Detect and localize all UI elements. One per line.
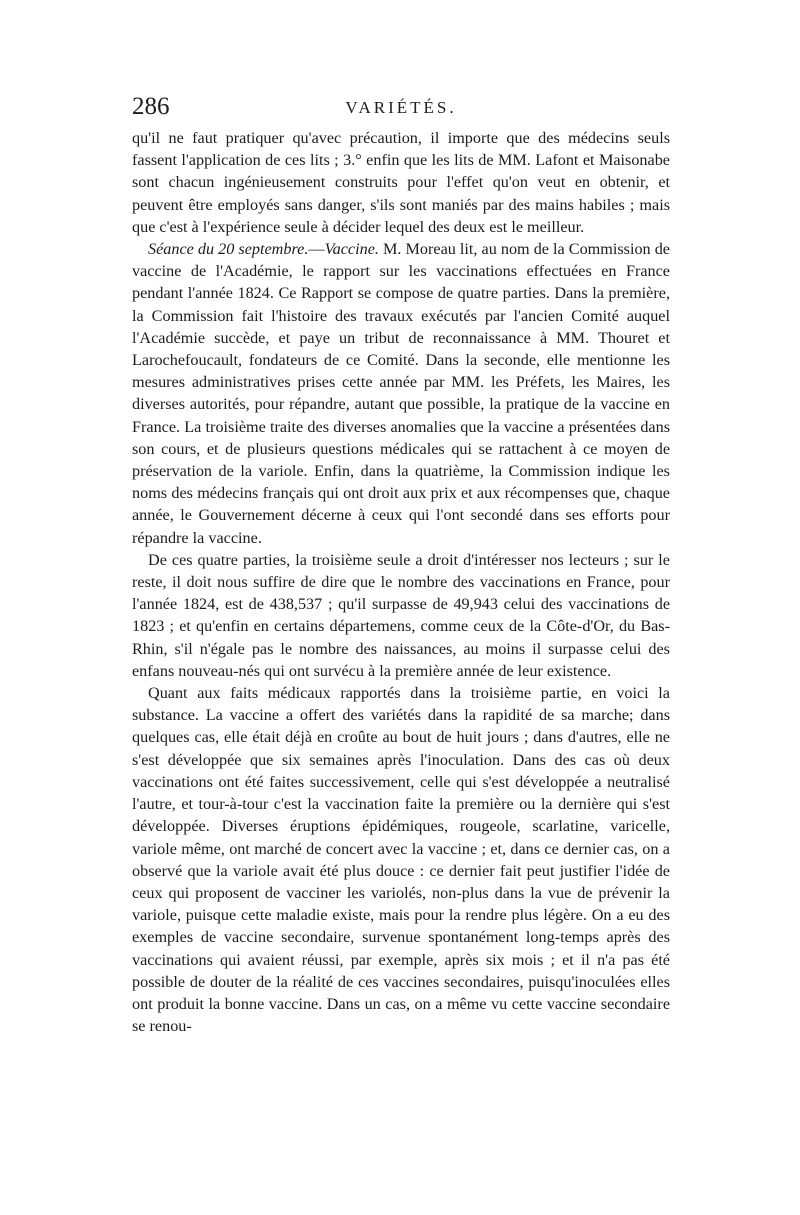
session-dash: — — [308, 240, 325, 259]
paragraph-statistics: De ces quatre parties, la troisième seule a droit d'intéresser nos lecteurs ; sur le reste, il doit nous suffire de dire que le nombre des vaccinations en France, pour l'année 1824, est de 438,537 ; qu'il surpasse de 49,943 celui des vaccinations de 1823 ; et qu'enfin en certains départemens, comme ceux de la Côte-d'Or, du Bas-Rhin, s'il n'égale pas le nombre des naissances, au moins il surpasse celui des enfans nouveau-nés qui ont survécu à la première année de leur existence. — [132, 550, 670, 680]
session-text: M. Moreau lit, au nom de la Commission de vaccine de l'Académie, le rapport sur les vaccinations effectuées en France pendant l'année 1824. Ce Rapport se compose de quatre parties. Dans la première, la Commission fait l'histoire des travaux exécutés par l'ancien Comité auquel l'Académie succède, et paye un tribut de reconnaissance à MM. Thouret et Larochefoucault, fondateurs de ce Comité. Dans la seconde, elle mentionne les mesures administratives prises cette année par MM. les Préfets, les Maires, les diverses autorités, pour répandre, autant que possible, la pratique de la vaccine en France. La troisième traite des diverses anomalies que la vaccine a présentées dans son cours, et de plusieurs questions médicales qui se rattachent à ce moyen de préservation de la variole. Enfin, dans la quatrième, la Commission indique les noms des médecins français qui ont droit aux prix et aux récompenses que, chaque année, le Gouvernement décerne à ceux qui l'ont secondé dans ses efforts pour répandre la vaccine. — [132, 240, 670, 547]
paragraph-medical-facts: Quant aux faits médicaux rapportés dans la troisième partie, en voici la substance. La vaccine a offert des variétés dans la rapidité de sa marche; dans quelques cas, elle était déjà en croûte au bout de huit jours ; dans d'autres, elle ne s'est développée que six semaines après l'inoculation. Dans des cas où deux vaccinations ont été faites successivement, celle qui s'est développée a neutralisé l'autre, et tour-à-tour c'est la vaccination faite la première ou la dernière qui s'est développée. Diverses éruptions épidémiques, rougeole, scarlatine, varicelle, variole même, ont marché de concert avec la vaccine ; et, dans ce dernier cas, on a observé que la variole avait été plus douce : ce dernier fait peut justifier l'idée de ceux qui proposent de vacciner les variolés, non-plus dans la vue de prévenir la variole, puisque cette maladie existe, mais pour la rendre plus légère. On a eu des exemples de vaccine secondaire, survenue spontanément long-temps après des vaccinations qui avaient réussi, par exemple, après six mois ; et il n'a pas été possible de douter de la réalité de ces vaccines secondaires, puisqu'inoculées elles ont produit la bonne vaccine. Dans un cas, on a même vu cette vaccine secondaire se renou- — [132, 684, 670, 1036]
session-date: Séance du 20 septembre. — [148, 240, 309, 259]
paragraph-vaccine-session — [132, 238, 670, 549]
session-topic: Vaccine. — [324, 240, 379, 259]
page-number: 286 — [132, 93, 170, 120]
paragraph-continuation: qu'il ne faut pratiquer qu'avec précaution, il importe que des médecins seuls fassent l'application de ces lits ; 3.° enfin que les lits de MM. Lafont et Maisonabe sont chacun ingénieusement construits pour l'effet qu'on veut en obtenir, et peuvent être employés sans danger, s'ils sont maniés par des mains habiles ; mais que c'est à l'expérience seule à décider lequel des deux est le meilleur. — [132, 129, 670, 236]
body-text — [132, 127, 670, 1037]
page-header — [132, 92, 670, 122]
running-title: VARIÉTÉS. — [345, 98, 457, 117]
